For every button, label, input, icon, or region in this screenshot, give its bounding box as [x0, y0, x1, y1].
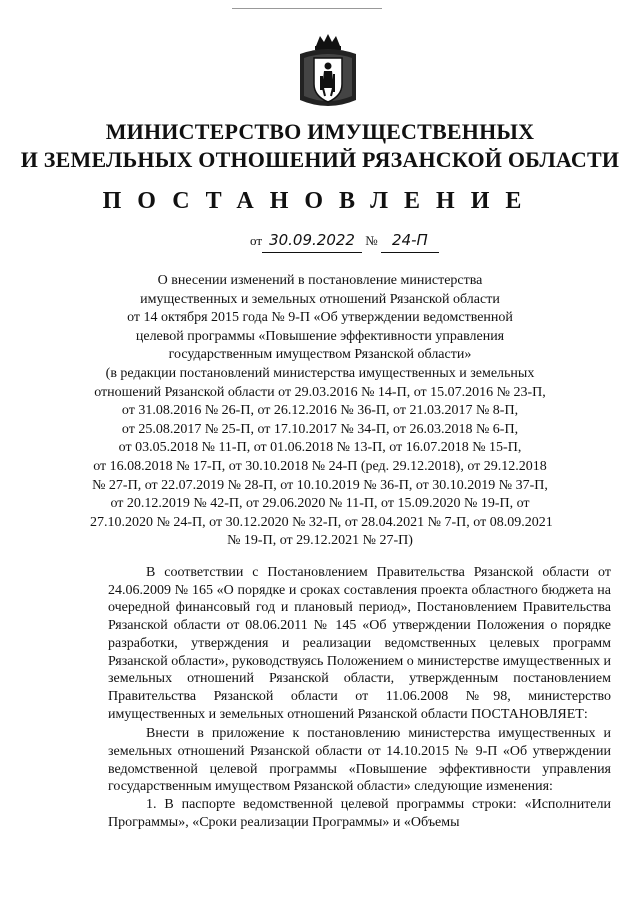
subject-line: целевой программы «Повышение эффективности управления [135, 328, 505, 344]
ministry-line-2: И ЗЕМЕЛЬНЫХ ОТНОШЕНИЙ РЯЗАНСКОЙ ОБЛАСТИ [20, 147, 620, 172]
handwritten-number: 24-П [381, 228, 439, 253]
ministry-name [0, 118, 640, 174]
subject-line: № 19-П, от 29.12.2021 № 27-П) [227, 533, 413, 549]
date-prefix: от [250, 233, 263, 248]
top-rule [232, 8, 382, 9]
date-number-line [250, 228, 450, 252]
subject-line: от 25.08.2017 № 25-П, от 17.10.2017 № 34-П, от 26.03.2018 № 6-П, [121, 421, 519, 437]
body-paragraph-3: 1. В паспорте ведомственной целевой программы строки: «Исполнители Программы», «Сроки реализации Программы» и «Объемы [108, 797, 611, 830]
ministry-line-1: МИНИСТЕРСТВО ИМУЩЕСТВЕННЫХ [105, 119, 535, 144]
subject-line: от 31.08.2016 № 26-П, от 26.12.2016 № 36-П, от 21.03.2017 № 8-П, [121, 403, 519, 419]
subject-line: от 16.08.2018 № 17-П, от 30.10.2018 № 24-П (ред. 29.12.2018), от 29.12.2018 [93, 458, 547, 474]
handwritten-date: 30.09.2022 [262, 228, 362, 253]
document-subject [90, 272, 553, 551]
subject-line: от 20.12.2019 № 42-П, от 29.06.2020 № 11-П, от 15.09.2020 № 19-П, от [110, 496, 530, 512]
body-paragraph-2: Внести в приложение к постановлению министерства имущественных и земельных отношений Рязанской области от 14.10.2015 № 9-П «Об утверждении ведомственной целевой программы «Повышение эффективности управления государственным имуществом Рязанской области» следующие изменения: [108, 726, 611, 795]
subject-line: отношений Рязанской области от 29.03.2016 № 14-П, от 15.07.2016 № 23-П, [94, 384, 546, 400]
subject-line: государственным имуществом Рязанской области» [168, 347, 472, 363]
number-sign: № [365, 233, 378, 248]
subject-line: от 03.05.2018 № 11-П, от 01.06.2018 № 13-П, от 16.07.2018 № 15-П, [118, 440, 522, 456]
subject-line: имущественных и земельных отношений Рязанской области [140, 291, 500, 307]
subject-line: 27.10.2020 № 24-П, от 30.12.2020 № 32-П, от 28.04.2021 № 7-П, от 08.09.2021 [90, 514, 553, 530]
coat-of-arms-icon [296, 32, 360, 112]
body-paragraph-1: В соответствии с Постановлением Правительства Рязанской области от 24.06.2009 № 165 «О порядке и сроках составления проекта областного бюджета на очередной финансовый год и плановый период», Постановлением Правительства Рязанской области от 08.06.2011 № 145 «Об утверждении Положения о порядке разработки, утверждения и реализации ведомственных целевых программ Рязанской области», руководствуясь Положением о министерстве имущественных и земельных отношений Рязанской области, утвержденным постановлением Правительства Рязанской области от 11.06.2008 №98, министерство имущественных и земельных отношений Рязанской области ПОСТАНОВЛЯЕТ: [108, 565, 611, 722]
subject-line: О внесении изменений в постановление министерства [157, 273, 483, 288]
subject-line: от 14 октября 2015 года № 9-П «Об утверждении ведомственной [127, 310, 513, 326]
document-body [108, 564, 611, 832]
subject-line: (в редакции постановлений министерства имущественных и земельных [105, 365, 535, 381]
document-type-title: ПОСТАНОВЛЕНИЕ [102, 188, 538, 214]
subject-line: № 27-П, от 22.07.2019 № 28-П, от 10.10.2019 № 36-П, от 30.10.2019 № 37-П, [92, 477, 548, 493]
